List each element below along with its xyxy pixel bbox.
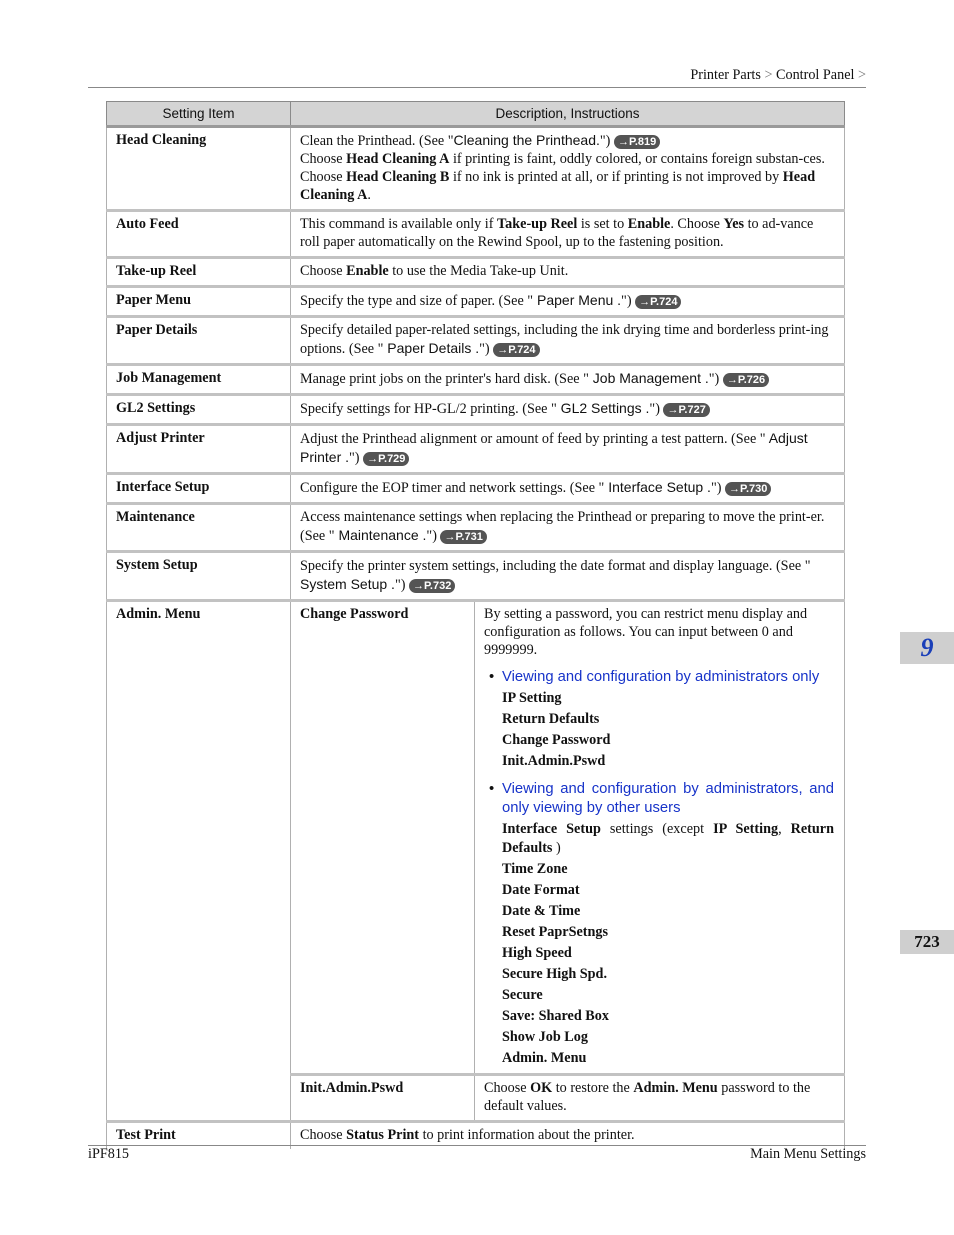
text: . [367,187,371,203]
text: ") [426,528,441,544]
text: settings (except [600,821,714,837]
list-item: Secure [502,987,543,1003]
text: Choose [484,1080,531,1096]
column-header-description: Description, Instructions [291,102,845,127]
table-row [107,127,845,211]
breadcrumb-separator: > [857,67,866,83]
list-item: Date & Time [502,903,581,919]
subsetting-change-password: Change Password [291,601,475,1075]
page-ref-badge[interactable]: →P.724 [493,343,539,357]
text: Choose [300,151,347,167]
table-row [107,287,845,317]
text: Access maintenance settings when replacing the Printhead or preparing to move the print-er. (See " [300,509,825,544]
bold-text: Head Cleaning B [346,169,450,185]
description-paper-menu [291,287,845,317]
text: ) [552,840,561,856]
list-item: Time Zone [502,861,568,877]
table-row [107,365,845,395]
setting-maintenance: Maintenance [107,504,291,552]
list-item: Admin. Menu [502,1050,587,1066]
list-item: High Speed [502,945,572,961]
text: if printing is faint, oddly colored, or contains foreign substan-ces. [449,151,825,167]
table-row [107,395,845,425]
description-job-management [291,365,845,395]
list-item: IP Setting [502,690,562,706]
footer-model: iPF815 [88,1146,130,1162]
link-text[interactable]: GL2 Settings . [556,400,650,416]
description-interface-setup [291,474,845,504]
bold-text: Take-up Reel [497,216,578,232]
setting-paper-details: Paper Details [107,317,291,365]
text: Specify settings for HP-GL/2 printing. (See " [300,401,557,417]
text: , [778,821,791,837]
text: ") [599,133,614,149]
page-ref-badge[interactable]: →P.732 [409,579,455,593]
setting-take-up-reel: Take-up Reel [107,258,291,287]
table-row [107,552,845,601]
setting-adjust-printer: Adjust Printer [107,425,291,474]
text: ") [394,577,410,593]
text: . Choose [670,216,724,232]
setting-admin-menu: Admin. Menu [107,601,291,1122]
page-ref-badge[interactable]: →P.731 [440,530,486,544]
bold-text: Head Cleaning A [346,151,450,167]
bold-text: Enable [346,263,389,279]
text: Choose [300,1127,347,1143]
setting-job-management: Job Management [107,365,291,395]
subsetting-init-admin-pswd: Init.Admin.Pswd [291,1075,475,1122]
text: to print information about the printer. [419,1127,635,1143]
text: Specify the type and size of paper. (See " [300,293,534,309]
footer-section-title: Main Menu Settings [750,1146,866,1162]
description-system-setup [291,552,845,601]
list-item: Init.Admin.Pswd [502,753,606,769]
page-ref-badge[interactable]: →P.727 [663,403,709,417]
setting-interface-setup: Interface Setup [107,474,291,504]
admin-view-list [484,860,834,1068]
page-number-tab: 723 [900,930,954,954]
bold-text: Enable [627,216,671,232]
setting-test-print: Test Print [107,1122,291,1150]
table-row [107,504,845,552]
list-item: Date Format [502,882,580,898]
link-text[interactable]: System Setup . [300,576,395,592]
link-text[interactable]: Paper Menu . [533,292,622,308]
table-row [107,474,845,504]
list-item: Change Password [502,732,611,748]
text: to restore the [552,1080,634,1096]
list-item [484,820,834,858]
table-row [107,317,845,365]
description-adjust-printer [291,425,845,474]
text: is set to [577,216,628,232]
list-item: Show Job Log [502,1029,588,1045]
admin-view-heading[interactable]: • Viewing and configuration by administrators, and only viewing by other users [484,780,834,818]
text: Manage print jobs on the printer's hard disk. (See " [300,371,589,387]
text: Configure the EOP timer and network settings. (See " [300,480,605,496]
text: Adjust the Printhead alignment or amount of feed by printing a test pattern. (See " [300,431,766,447]
text: to ad-vance roll paper automatically on the Rewind Spool, up to the fastening position. [300,216,814,250]
link-text[interactable]: Interface Setup . [604,479,711,495]
settings-table [106,101,844,1143]
page-ref-badge[interactable]: →P.724 [635,295,681,309]
text: if no ink is printed at all, or if printing is not improved by [449,169,783,185]
bold-text: OK [530,1080,553,1096]
description-paper-details [291,317,845,365]
change-password-intro: By setting a password, you can restrict menu display and configuration as follows. You can input between 0 and 9999999. [484,606,808,658]
list-item: Return Defaults [502,711,600,727]
text: ") [708,371,723,387]
text: ") [479,341,494,357]
page-ref-badge[interactable]: →P.729 [363,452,409,466]
header-rule [88,87,866,88]
text: Choose [300,263,347,279]
text: to use the Media Take-up Unit. [388,263,569,279]
link-text[interactable]: Paper Details . [383,340,480,356]
setting-head-cleaning: Head Cleaning [107,127,291,211]
admin-only-heading[interactable]: • Viewing and configuration by administrators only [484,668,834,687]
text: Specify the printer system settings, including the date format and display language. (See " [300,558,811,574]
breadcrumb [690,67,866,84]
table-row [107,425,845,474]
bold-text: Yes [723,216,745,232]
bold-text: Interface Setup [502,821,601,837]
link-text[interactable]: Cleaning the Printhead. [453,132,600,148]
bold-text: IP Setting [713,821,779,837]
page-ref-badge[interactable]: →P.730 [725,482,771,496]
link-text[interactable]: Adjust Printer . [300,430,808,465]
table-header-row [107,102,845,127]
description-head-cleaning [291,127,845,211]
breadcrumb-control-panel: Control Panel [776,67,855,83]
description-init-admin-pswd [475,1075,845,1122]
setting-paper-menu: Paper Menu [107,287,291,317]
page-ref-badge[interactable]: →P.726 [723,373,769,387]
text: This command is available only if [300,216,498,232]
setting-auto-feed: Auto Feed [107,211,291,258]
table-row [107,211,845,258]
text: ") [349,450,364,466]
page-ref-badge[interactable]: →P.819 [614,135,660,149]
description-take-up-reel [291,258,845,287]
text: ") [649,401,664,417]
list-item: Secure High Spd. [502,966,607,982]
breadcrumb-printer-parts: Printer Parts [690,67,761,83]
setting-system-setup: System Setup [107,552,291,601]
text: Clean the Printhead. (See " [300,133,454,149]
link-text[interactable]: Job Management . [588,370,709,386]
table-row [107,258,845,287]
column-header-setting-item: Setting Item [107,102,291,127]
text: ") [621,293,636,309]
description-maintenance [291,504,845,552]
bold-text: Status Print [346,1127,420,1143]
text: Specify detailed paper-related settings, including the ink drying time and borderless print-ing options. (See " [300,322,829,357]
chapter-tab[interactable]: 9 [900,632,954,664]
list-item: Reset PaprSetngs [502,924,608,940]
bold-text: Return Defaults [502,821,834,856]
description-change-password [475,601,845,1075]
text: Choose [300,169,347,185]
link-text[interactable]: Maintenance . [334,527,427,543]
table-row [107,601,845,1075]
bold-text: Head Cleaning A [300,169,816,203]
text: password to the default values. [484,1080,811,1114]
description-auto-feed [291,211,845,258]
bold-text: Admin. Menu [633,1080,718,1096]
setting-gl2-settings: GL2 Settings [107,395,291,425]
description-gl2-settings [291,395,845,425]
admin-only-list [484,689,834,771]
text: ") [710,480,726,496]
breadcrumb-separator: > [764,67,773,83]
list-item: Save: Shared Box [502,1008,609,1024]
